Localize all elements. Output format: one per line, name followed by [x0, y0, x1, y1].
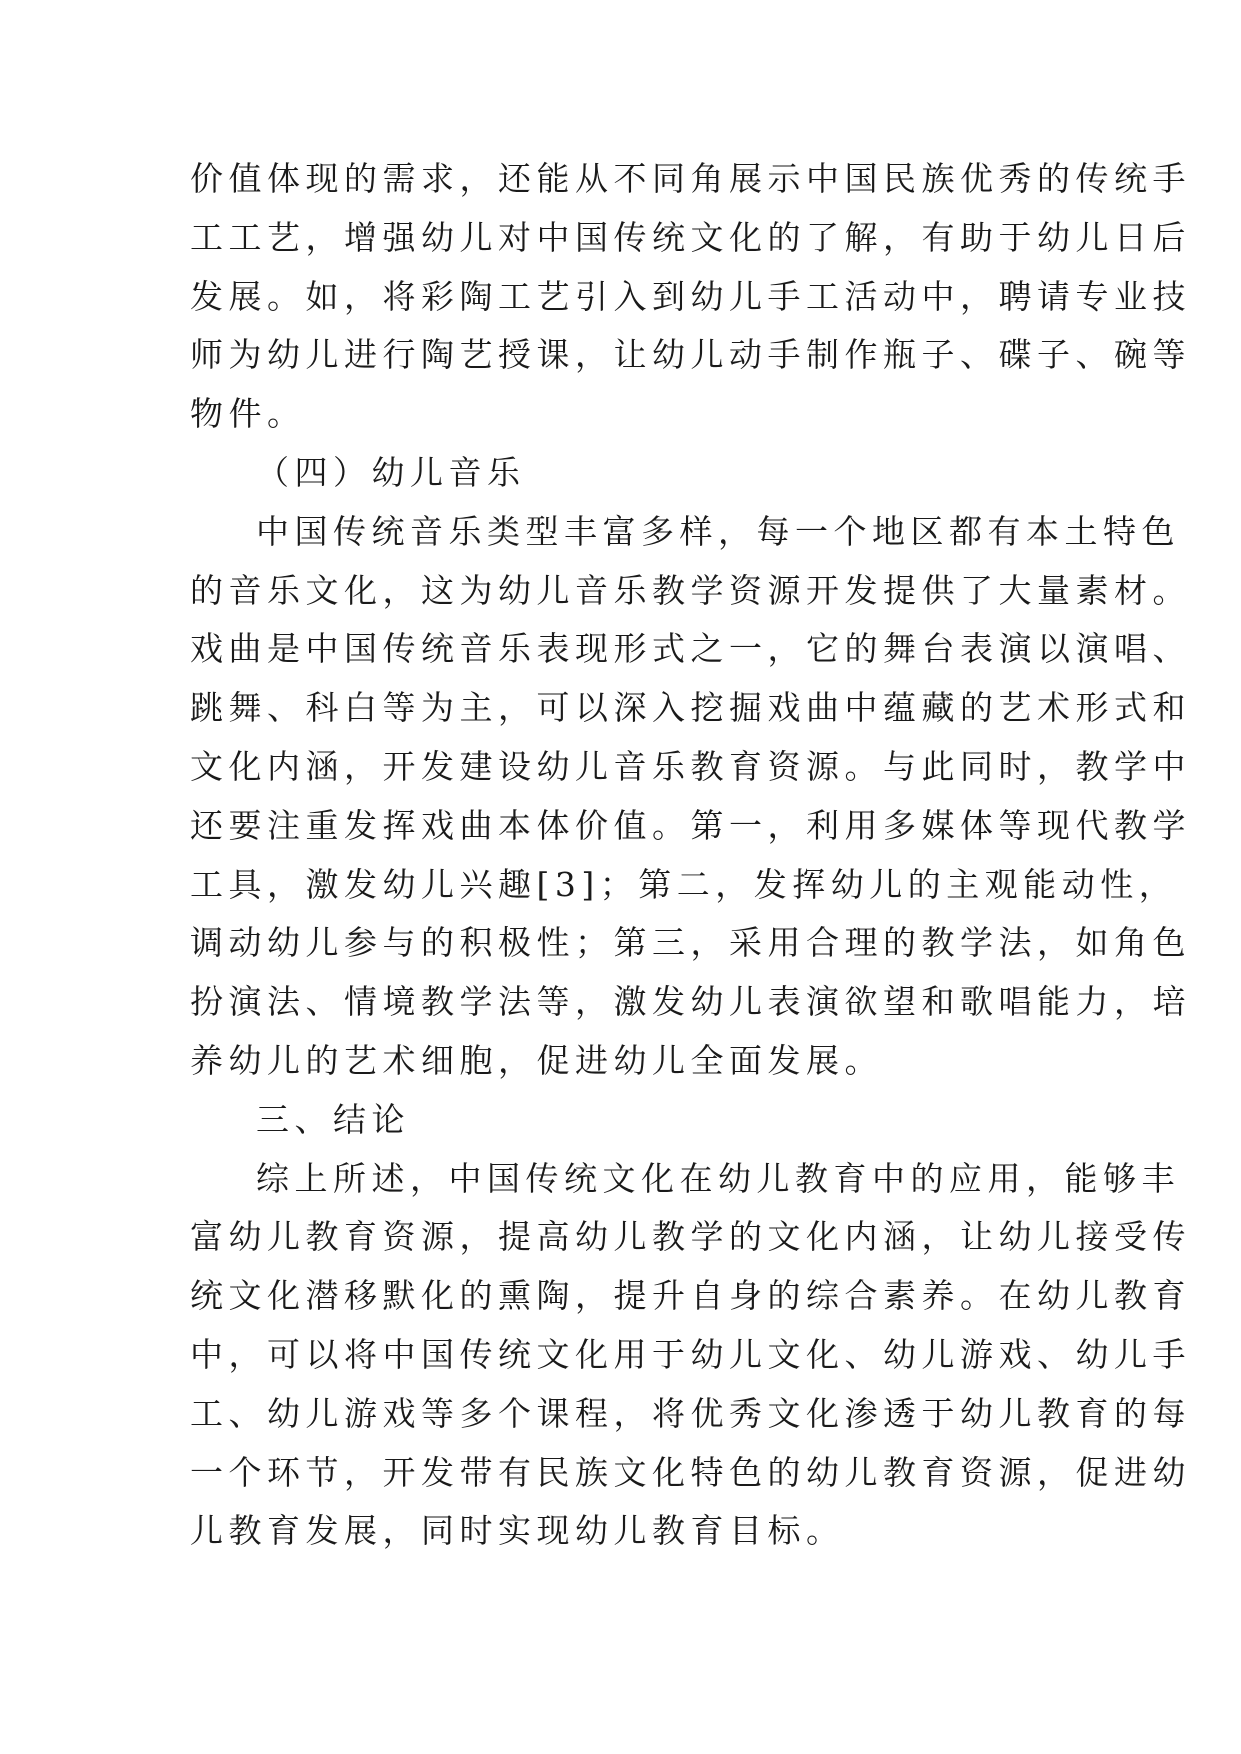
text-line: 一个环节，开发带有民族文化特色的幼儿教育资源，促进幼 — [190, 1452, 1191, 1492]
section-heading-conclusion: 三、结论 — [256, 1099, 410, 1139]
text-line: 工工艺，增强幼儿对中国传统文化的了解，有助于幼儿日后 — [190, 217, 1191, 257]
paragraph-conclusion — [190, 1150, 1191, 1562]
section-heading-music: （四）幼儿音乐 — [256, 452, 526, 492]
text-line: 工、幼儿游戏等多个课程，将优秀文化渗透于幼儿教育的每 — [190, 1393, 1191, 1433]
text-line: 还要注重发挥戏曲本体价值。第一，利用多媒体等现代教学 — [190, 805, 1191, 845]
text-line: 扮演法、情境教学法等，激发幼儿表演欲望和歌唱能力，培 — [190, 982, 1191, 1022]
text-line: 调动幼儿参与的积极性；第三，采用合理的教学法，如角色 — [190, 923, 1191, 963]
text-line: 戏曲是中国传统音乐表现形式之一，它的舞台表演以演唱、 — [190, 629, 1191, 669]
text-line: 儿教育发展，同时实现幼儿教育目标。 — [190, 1511, 845, 1551]
paragraph-handicraft-continued — [190, 150, 1191, 444]
text-line: 的音乐文化，这为幼儿音乐教学资源开发提供了大量素材。 — [190, 570, 1191, 610]
text-line: 统文化潜移默化的熏陶，提升自身的综合素养。在幼儿教育 — [190, 1276, 1191, 1316]
text-line: 文化内涵，开发建设幼儿音乐教育资源。与此同时，教学中 — [190, 746, 1191, 786]
text-line: 富幼儿教育资源，提高幼儿教学的文化内涵，让幼儿接受传 — [190, 1217, 1191, 1257]
text-line: 工具，激发幼儿兴趣[3]；第二，发挥幼儿的主观能动性， — [190, 864, 1178, 904]
text-line: 价值体现的需求，还能从不同角展示中国民族优秀的传统手 — [190, 159, 1191, 198]
text-line: 物件。 — [190, 394, 306, 434]
text-line: 发展。如，将彩陶工艺引入到幼儿手工活动中，聘请专业技 — [190, 276, 1191, 316]
text-line: 跳舞、科白等为主，可以深入挖掘戏曲中蕴藏的艺术形式和 — [190, 688, 1191, 728]
text-line: 中，可以将中国传统文化用于幼儿文化、幼儿游戏、幼儿手 — [190, 1334, 1191, 1374]
text-line: 养幼儿的艺术细胞，促进幼儿全面发展。 — [190, 1040, 883, 1080]
text-line: 师为幼儿进行陶艺授课，让幼儿动手制作瓶子、碟子、碗等 — [190, 335, 1191, 375]
document-body — [190, 150, 1191, 1561]
paragraph-music — [190, 503, 1191, 1091]
text-line: 中国传统音乐类型丰富多样，每一个地区都有本土特色 — [256, 511, 1180, 551]
text-line: 综上所述，中国传统文化在幼儿教育中的应用，能够丰 — [256, 1158, 1180, 1198]
